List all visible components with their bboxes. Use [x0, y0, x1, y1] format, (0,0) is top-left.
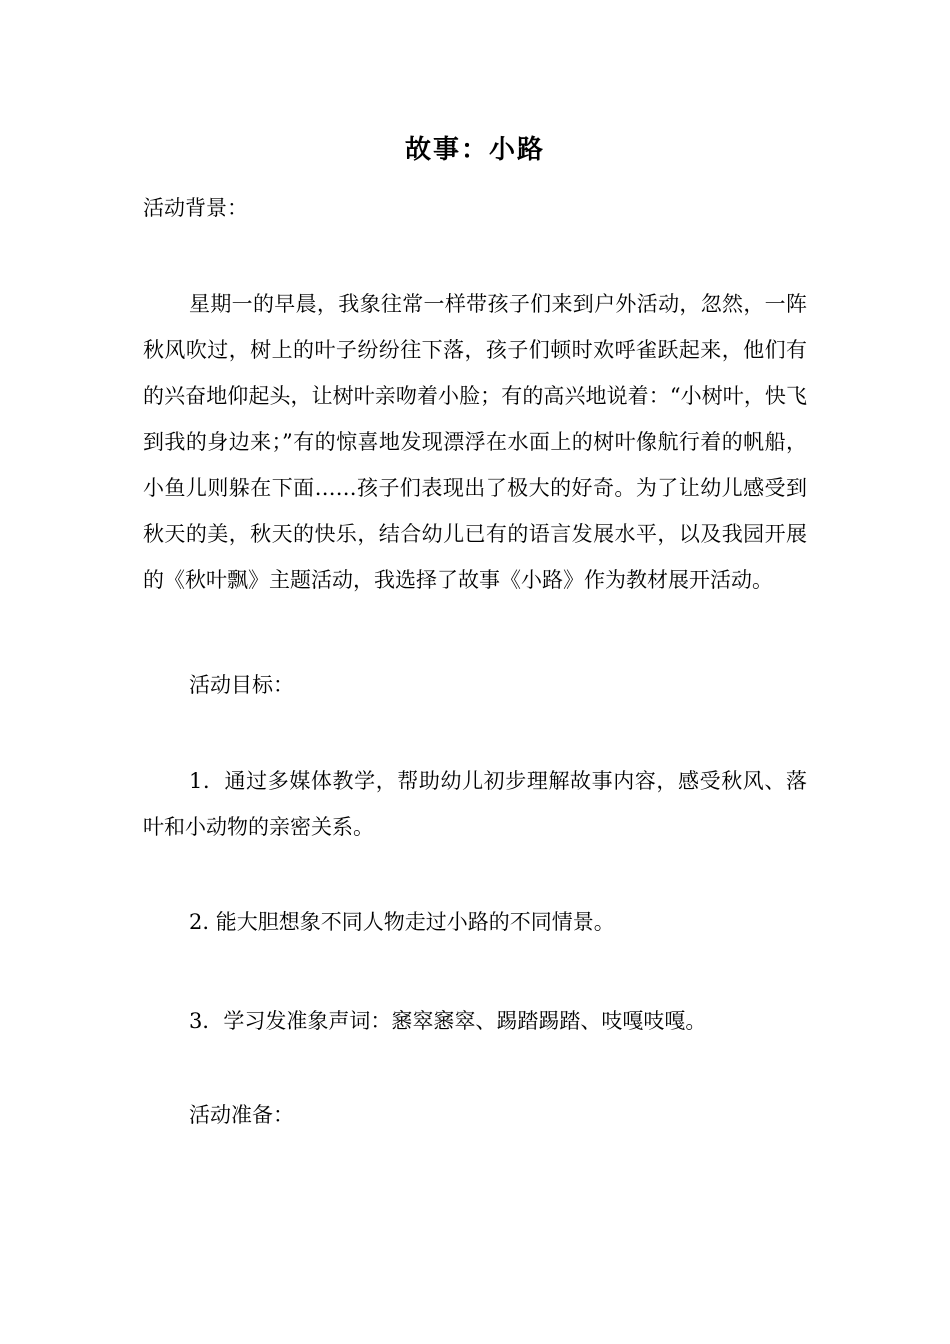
preparation-heading: 活动准备：	[189, 1103, 294, 1127]
goals-heading: 活动目标：	[189, 673, 294, 697]
background-paragraph: 星期一的早晨，我象往常一样带孩子们来到户外活动，忽然，一阵秋风吹过，树上的叶子纷纷往下落，孩子们顿时欢呼雀跃起来，他们有的兴奋地仰起头，让树叶亲吻着小脸；有的高兴地说着：“小树叶，快飞到我的身边来；”有的惊喜地发现漂浮在水面上的树叶像航行着的帆船，小鱼儿则躲在下面……孩子们表现出了极大的好奇。为了让幼儿感受到秋天的美，秋天的快乐，结合幼儿已有的语言发展水平，以及我园开展的《秋叶飘》主题活动，我选择了故事《小路》作为教材展开活动。	[143, 292, 807, 592]
goal-item-1: 1．通过多媒体教学，帮助幼儿初步理解故事内容，感受秋风、落叶和小动物的亲密关系。	[143, 769, 807, 839]
background-heading: 活动背景：	[143, 196, 248, 220]
goal-item-3: 3．学习发准象声词：窸窣窸窣、踢踏踢踏、吱嘎吱嘎。	[189, 1009, 707, 1033]
document-title: 故事：小路	[404, 135, 545, 165]
goal-item-2: 2. 能大胆想象不同人物走过小路的不同情景。	[189, 910, 615, 934]
